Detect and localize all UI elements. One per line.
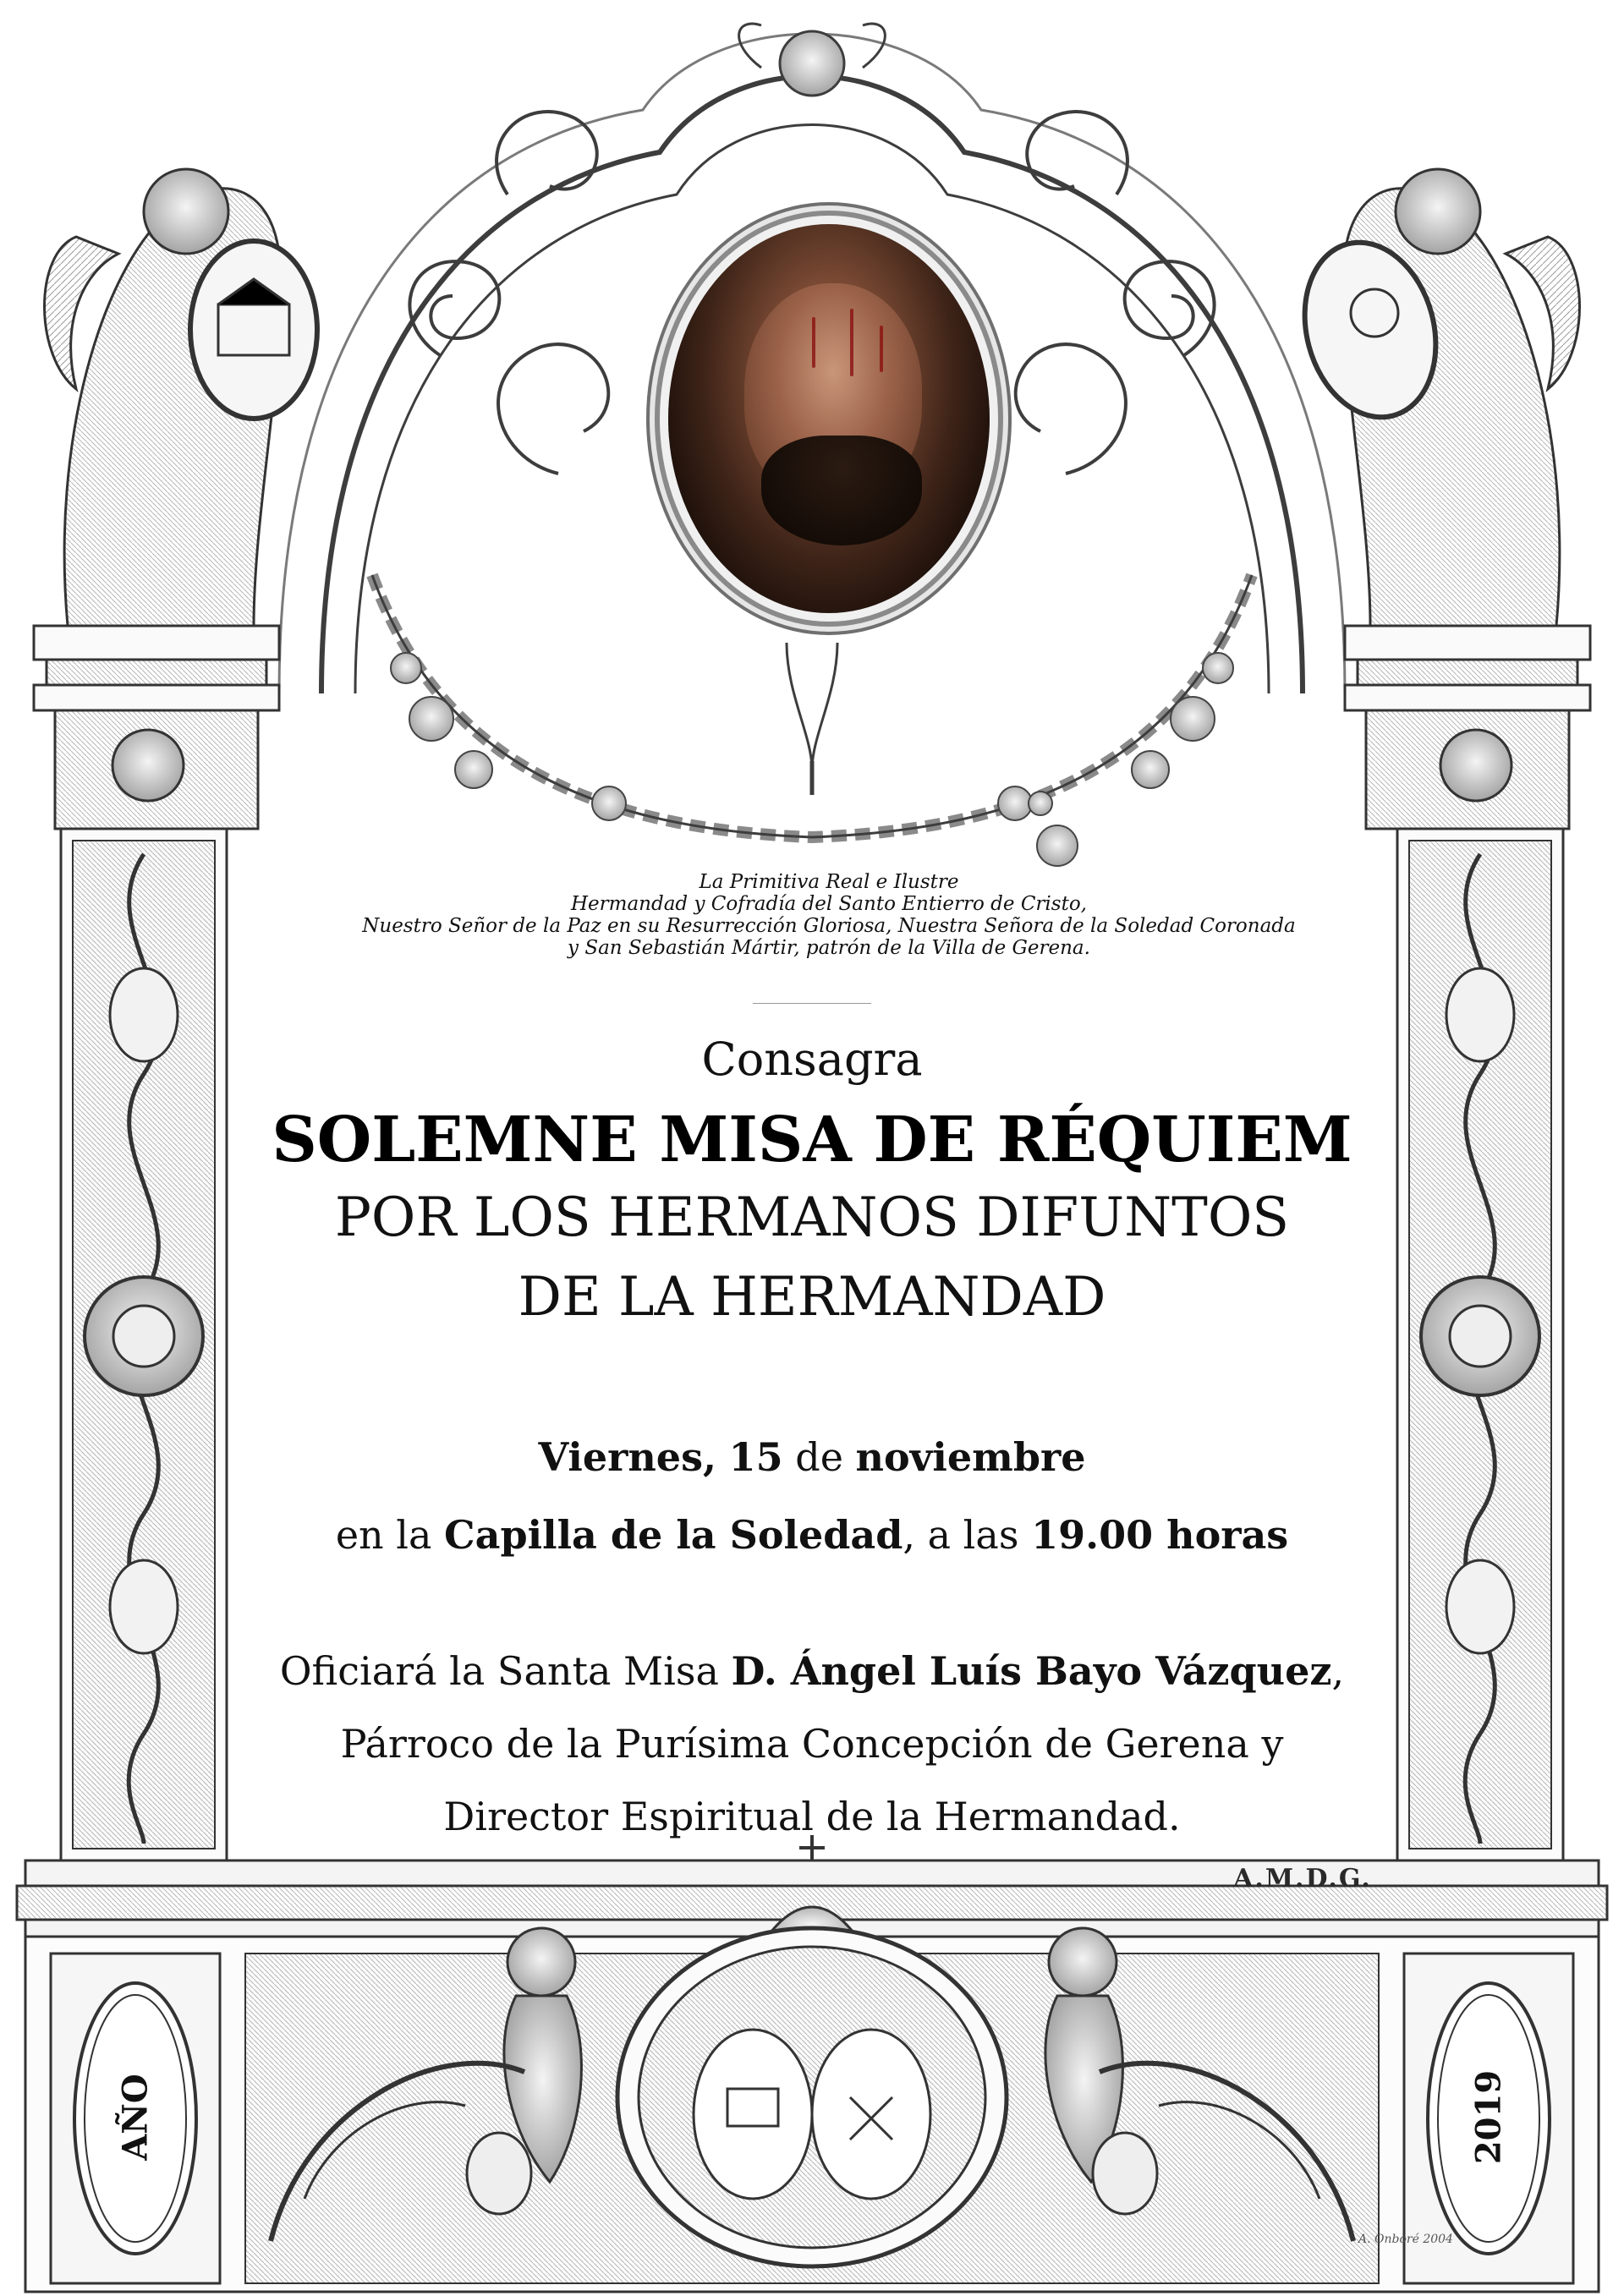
separator-line (753, 1003, 871, 1004)
event-date (0, 1431, 1624, 1483)
angel-left (45, 169, 318, 626)
blood-mark (850, 309, 853, 376)
pilaster-right (1397, 829, 1563, 1860)
artist-signature: A. Onboré 2004 (1358, 2233, 1453, 2246)
year-label-left: AÑO (115, 2074, 156, 2161)
officiant-line-3: Director Espiritual de la Hermandad. (443, 1794, 1181, 1839)
event-place: Capilla de la Soledad (444, 1512, 903, 1558)
header-line: y San Sebastián Mártir, patrón de la Villa de Gerena. (568, 937, 1090, 959)
event-time-prefix: , a las (903, 1512, 1019, 1558)
beard-shape (761, 436, 922, 545)
event-month: noviembre (855, 1434, 1086, 1480)
event-place-prefix: en la (335, 1512, 432, 1558)
header-line: La Primitiva Real e Ilustre (699, 871, 959, 893)
header-line: Hermandad y Cofradía del Santo Entierro de Cristo, (571, 893, 1087, 915)
event-date-number: 15 (728, 1434, 783, 1480)
blood-mark (812, 317, 815, 368)
angel-right (1286, 169, 1579, 626)
brotherhood-header (304, 871, 1353, 959)
amdg-inscription: A.M.D.G. (1233, 1864, 1372, 1893)
pilaster-left (61, 829, 227, 1860)
capital-right (1345, 626, 1590, 829)
officiant-line-1 (0, 1646, 1624, 1696)
officiant-comma: , (1331, 1648, 1345, 1694)
main-title: SOLEMNE MISA DE RÉQUIEM (272, 1104, 1352, 1176)
year-label-right: 2019 (1468, 2069, 1509, 2165)
subtitle-line-2: DE LA HERMANDAD (518, 1266, 1106, 1329)
officiant-line-2: Párroco de la Purísima Concepción de Gerena y (340, 1721, 1284, 1767)
event-place-time (0, 1509, 1624, 1561)
subtitle-line-1: POR LOS HERMANOS DIFUNTOS (334, 1186, 1290, 1249)
blood-mark (880, 326, 883, 372)
consagra-text: Consagra (701, 1033, 923, 1086)
officiant-name: D. Ángel Luís Bayo Vázquez (731, 1648, 1332, 1694)
event-time: 19.00 horas (1031, 1512, 1289, 1558)
christ-medallion-image (668, 224, 990, 613)
officiant-prefix: Oficiará la Santa Misa (279, 1648, 719, 1694)
event-day: Viernes, (538, 1434, 716, 1480)
event-date-de: de (795, 1434, 843, 1480)
capital-left (34, 626, 279, 829)
header-line: Nuestro Señor de la Paz en su Resurrección Gloriosa, Nuestra Señora de la Soledad Coronada (362, 915, 1296, 937)
